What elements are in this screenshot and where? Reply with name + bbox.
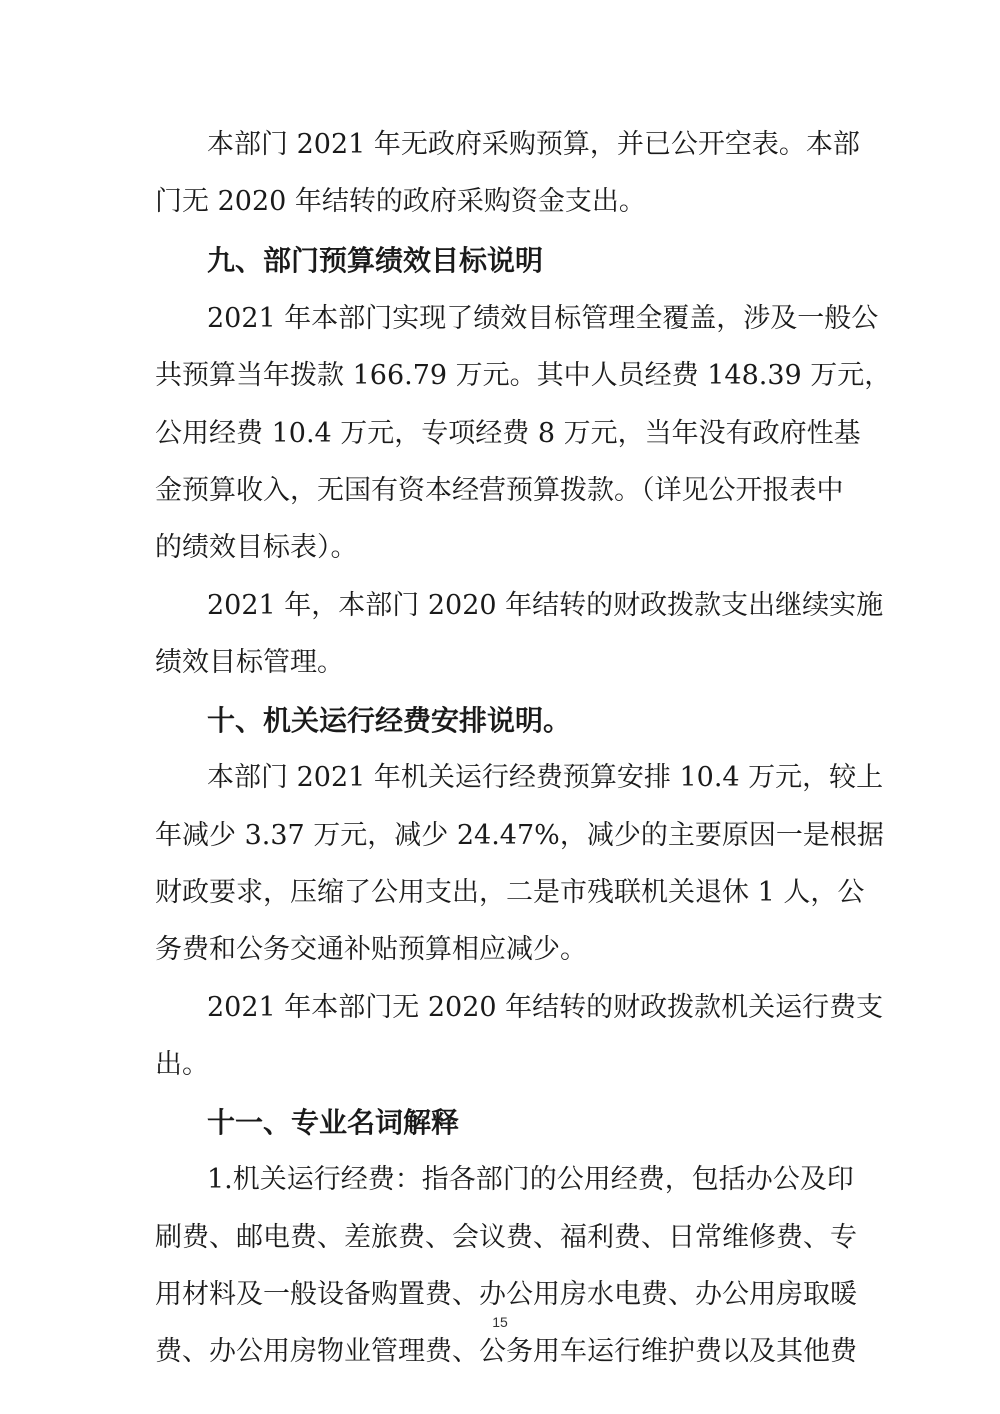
paragraph-line: 务费和公务交通补贴预算相应减少。 [155, 934, 587, 965]
section-heading-9: 九、部门预算绩效目标说明 [207, 244, 544, 277]
paragraph-line: 费、办公用房物业管理费、公务用车运行维护费以及其他费 [155, 1336, 857, 1367]
paragraph-line: 公用经费 10.4 万元，专项经费 8 万元，当年没有政府性基 [155, 418, 861, 449]
paragraph-line: 2021 年本部门实现了绩效目标管理全覆盖，涉及一般公 [207, 303, 879, 334]
section-heading-10: 十、机关运行经费安排说明。 [207, 704, 572, 737]
paragraph-line: 本部门 2021 年无政府采购预算，并已公开空表。本部 [207, 129, 860, 160]
paragraph-line: 绩效目标管理。 [155, 647, 344, 678]
paragraph-line: 刷费、邮电费、差旅费、会议费、福利费、日常维修费、专 [155, 1222, 857, 1253]
page-number: 15 [492, 1314, 508, 1330]
paragraph-line: 的绩效目标表）。 [155, 532, 358, 563]
paragraph-line: 出。 [155, 1049, 209, 1080]
paragraph-line: 本部门 2021 年机关运行经费预算安排 10.4 万元，较上 [207, 762, 884, 793]
paragraph-line: 共预算当年拨款 166.79 万元。其中人员经费 148.39 万元， [155, 360, 892, 391]
paragraph-line: 1.机关运行经费：指各部门的公用经费，包括办公及印 [207, 1164, 854, 1195]
paragraph-line: 用材料及一般设备购置费、办公用房水电费、办公用房取暖 [155, 1279, 857, 1310]
paragraph-line: 门无 2020 年结转的政府采购资金支出。 [155, 186, 646, 217]
paragraph-line: 财政要求，压缩了公用支出，二是市残联机关退休 1 人，公 [155, 877, 865, 908]
section-heading-11: 十一、专业名词解释 [207, 1106, 460, 1139]
paragraph-line: 2021 年本部门无 2020 年结转的财政拨款机关运行费支 [207, 992, 884, 1023]
paragraph-line: 年减少 3.37 万元，减少 24.47%，减少的主要原因一是根据 [155, 820, 884, 851]
paragraph-line: 金预算收入，无国有资本经营预算拨款。（详见公开报表中 [155, 475, 844, 506]
paragraph-line: 2021 年，本部门 2020 年结转的财政拨款支出继续实施 [207, 590, 884, 621]
